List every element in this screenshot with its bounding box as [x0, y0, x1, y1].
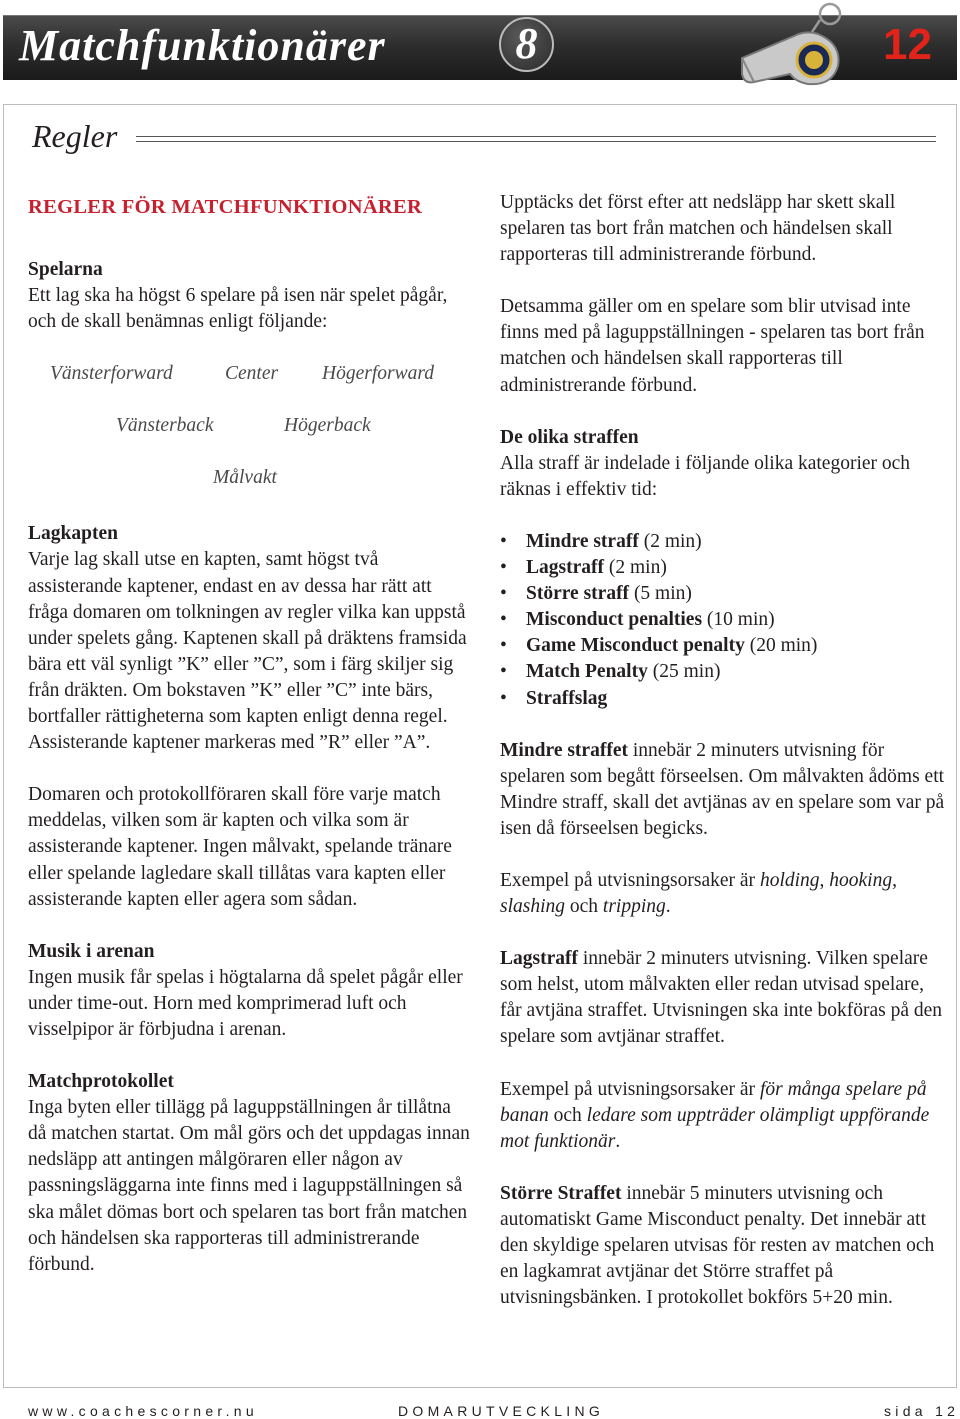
left-column: [28, 194, 473, 1278]
lagkapten-text-2: Domaren och protokollföraren skall före varje match meddelas, vilken som är kapten och vilka som är assisterande kaptener. Ingen målvakt, spelande tränare eller spelande lagledare skall tillåtas vara kapten eller assisterande kapten eller agera som sådan.: [28, 784, 452, 910]
position-center: Center: [225, 363, 279, 385]
spelarna-text: Ett lag ska ha högst 6 spelare på isen när spelet pågår, och de skall benämnas enligt följande:: [28, 285, 448, 333]
right-column: [500, 190, 945, 1311]
positions-row-forwards: [28, 361, 473, 387]
footer-page-number: sida 12: [884, 1403, 960, 1419]
list-item: • Misconduct penalties (10 min): [500, 607, 945, 633]
mindre-straffet-paragraph: Mindre straffet innebär 2 minuters utvisning för spelaren som begått förseelsen. Om målvakten ådöms ett Mindre straff, skall det avtjänas av en spelare som var på isen då förseelsen begicks.: [500, 739, 945, 839]
section-number: 8: [515, 19, 538, 68]
matchprotokollet-heading: Matchprotokollet: [28, 1071, 174, 1093]
musik-text: Ingen musik får spelas i högtalarna då spelet pågår eller under time-out. Horn med komprimerad luft och visselpipor är förbjudna i arenan.: [28, 966, 463, 1040]
lagkapten-text: Varje lag skall utse en kapten, samt högst två assisterande kaptener, endast en av dessa har rätt att fråga domaren om tolkningen av regler vilka kan uppstå under spelets gång. Kaptenen skall på dräktens framsida bära ett väl synligt ”K” eller ”C”, som i färg skiljer sig från dräkten. Om bokstaven ”K” eller ”C” inte bärs, bortfaller rättigheterna som kapten enligt denna regel. Assisterande kaptener markeras med ”R” eller ”A”.: [28, 549, 467, 754]
footer-center-text: DOMARUTVECKLING: [398, 1403, 605, 1419]
list-item: • Större straff (5 min): [500, 581, 945, 607]
exempel-paragraph-1: Exempel på utvisningsorsaker är holding, hooking, slashing och tripping.: [500, 869, 897, 918]
position-left-back: Vänsterback: [116, 415, 214, 437]
matchprotokollet-text: Inga byten eller tillägg på laguppställningen år tillåtna då matchen startat. Om mål görs och det uppdagas innan nedsläpp att antingen målgöraren eller någon av passningsläggarna inte finns med i laguppställningen så ska målet dömas bort och spelaren tas bort från matchen och händelsen ska rapporteras till administrerande förbund.: [28, 1097, 470, 1275]
list-item: • Straffslag: [500, 686, 945, 712]
position-left-forward: Vänsterforward: [50, 363, 173, 385]
storre-straffet-paragraph: Större Straffet innebär 5 minuters utvisning och automatiskt Game Misconduct penalty. Det innebär att den skyldige spelaren utvisas för resten av matchen och en lagkamrat avtjänar det Större straffet på utvisningsbänken. I protokollet bokförs 5+20 min.: [500, 1182, 935, 1309]
position-goalie: Målvakt: [213, 467, 277, 489]
header-page-number: 12: [883, 20, 932, 69]
list-item: • Game Misconduct penalty (20 min): [500, 633, 945, 659]
lagstraff-paragraph: Lagstraff innebär 2 minuters utvisning. Vilken spelare som helst, utom målvakten eller redan utvisad spelare, får avtjäna straffet. Utvisningen ska inte bokföras på den spelare som avtjänar straffet.: [500, 948, 943, 1048]
positions-row-backs: [28, 413, 473, 439]
section-title: Regler: [32, 118, 118, 154]
title-divider: [136, 136, 936, 142]
footer-website[interactable]: www.coachescorner.nu: [28, 1403, 258, 1419]
position-right-back: Högerback: [284, 415, 371, 437]
straffen-intro: Alla straff är indelade i följande olika kategorier och räknas i effektiv tid:: [500, 452, 911, 500]
whistle-icon: [734, 0, 854, 90]
straffen-heading: De olika straffen: [500, 426, 639, 448]
positions-row-goalie: [28, 465, 473, 491]
lagkapten-heading: Lagkapten: [28, 523, 118, 545]
musik-heading: Musik i arenan: [28, 940, 155, 962]
penalty-list: [500, 529, 945, 712]
main-heading: REGLER FÖR MATCHFUNKTIONÄRER: [28, 196, 423, 218]
right-paragraph-2: Detsamma gäller om en spelare som blir utvisad inte finns med på laguppställningen - spelaren tas bort från matchen och händelsen skall rapporteras till administrerande förbund.: [500, 296, 925, 396]
list-item: • Match Penalty (25 min): [500, 659, 945, 685]
section-number-badge: [499, 17, 554, 72]
position-right-forward: Högerforward: [322, 363, 434, 385]
exempel-paragraph-2: Exempel på utvisningsorsaker är för många spelare på banan och ledare som uppträder olämpligt uppförande mot funktionär.: [500, 1078, 930, 1152]
right-paragraph-1: Upptäcks det först efter att nedsläpp har skett skall spelaren tas bort från matchen och händelsen skall rapporteras till administrerande förbund.: [500, 192, 896, 266]
list-item: • Lagstraff (2 min): [500, 555, 945, 581]
list-item: • Mindre straff (2 min): [500, 529, 945, 555]
header-title: Matchfunktionärer: [19, 21, 386, 70]
spelarna-heading: Spelarna: [28, 259, 103, 281]
